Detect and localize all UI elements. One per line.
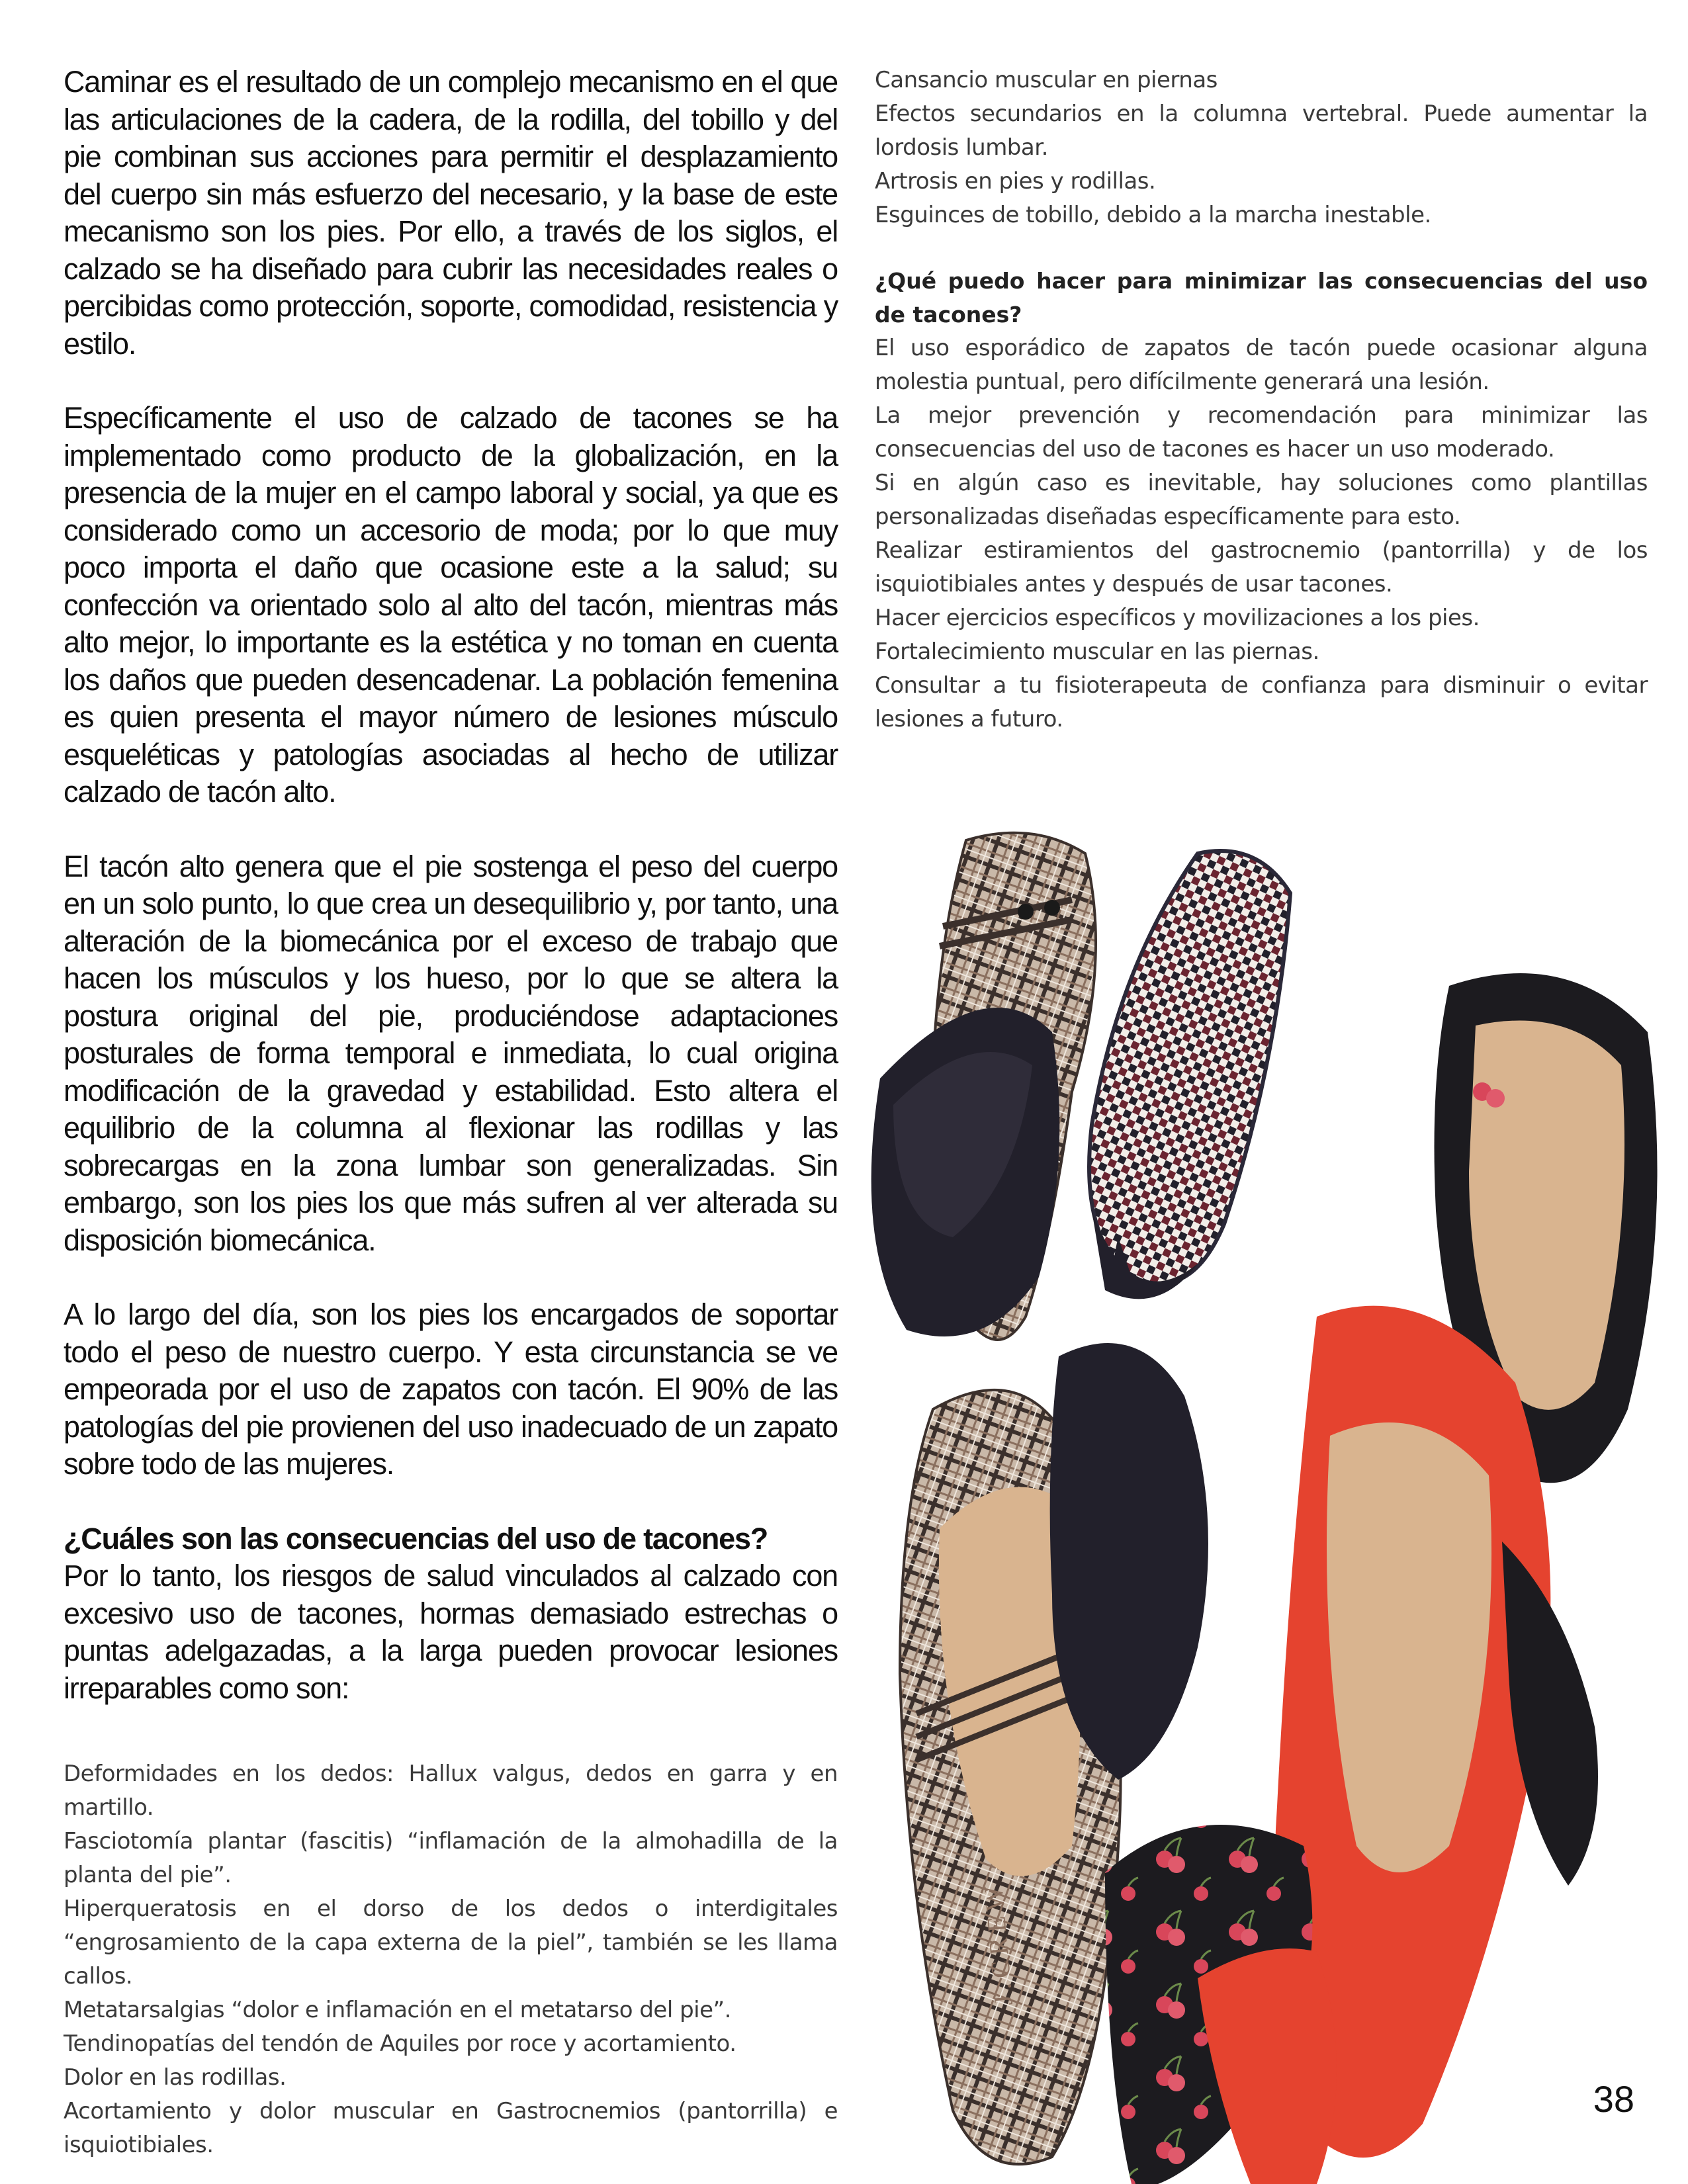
paragraph-daily-load: A lo largo del día, son los pies los encargados de soportar todo el peso de nuestro cuerpo. Y esta circunstancia se ve empeorada por el uso de zapatos con tacón. El 90% de las patologías del pie provienen del uso inadecuado de un zapato sobre todo de las mujeres.	[64, 1297, 838, 1481]
consequences-list	[64, 1757, 838, 2162]
right-column	[875, 64, 1648, 736]
list-item: Cansancio muscular en piernas	[875, 67, 1218, 93]
list-item: Dolor en las rodillas.	[64, 2064, 287, 2091]
consequences-heading: ¿Cuáles son las consecuencias del uso de tacones?	[64, 1521, 768, 1555]
list-item: Efectos secundarios en la columna vertebral. Puede aumentar la lordosis lumbar.	[875, 101, 1648, 161]
list-item: Hacer ejercicios específicos y movilizaciones a los pies.	[875, 605, 1480, 631]
list-item: Esguinces de tobillo, debido a la marcha inestable.	[875, 202, 1431, 228]
brand-label-bottom: J.CREW	[977, 1879, 1018, 2007]
list-item: Hiperqueratosis en el dorso de los dedos o interdigitales “engrosamiento de la capa externa de la piel”, también se les llama callos.	[64, 1896, 838, 1989]
list-item: Deformidades en los dedos: Hallux valgus, dedos en garra y en martillo.	[64, 1761, 838, 1821]
minimize-heading: ¿Qué puedo hacer para minimizar las consecuencias del uso de tacones?	[875, 268, 1648, 328]
left-column	[64, 64, 838, 2162]
list-item: Metatarsalgias “dolor e inflamación en el metatarso del pie”.	[64, 1997, 731, 2023]
houndstooth-flat	[1089, 851, 1290, 1299]
black-suede-flat	[871, 1008, 1060, 1336]
paragraph-biomechanics: El tacón alto genera que el pie sostenga el peso del cuerpo en un solo punto, lo que crea un desequilibrio y, por tanto, una alteración de la biomecánica por el exceso de trabajo que hacen los músculos y los hueso, por lo que se altera la postura original del pie, produciéndose adaptaciones posturales de forma temporal e inmediata, lo cual origina modificación de la gravedad y estabilidad. Esto altera el equilibrio de la columna al flexionar las rodillas y las sobrecargas en la zona lumbar son generalizadas. Sin embargo, son los pies los que más sufren al ver alterada su disposición biomecánica.	[64, 849, 838, 1257]
page-number: 38	[1593, 2078, 1634, 2120]
paragraph-walking: Caminar es el resultado de un complejo mecanismo en el que las articulaciones de la cadera, de la rodilla, del tobillo y del pie combinan sus acciones para permitir el desplazamiento del cuerpo sin más esfuerzo del necesario, y la base de este mecanismo son los pies. Por ello, a través de los siglos, el calzado se ha diseñado para cubrir las necesidades reales o percibidas como protección, soporte, comodidad, resistencia y estilo.	[64, 65, 838, 361]
list-item: Tendinopatías del tendón de Aquiles por roce y acortamiento.	[64, 2031, 736, 2057]
list-item: Si en algún caso es inevitable, hay soluciones como plantillas personalizadas diseñadas específicamente para esto.	[875, 470, 1648, 530]
list-item: Acortamiento y dolor muscular en Gastrocnemios (pantorrilla) e isquiotibiales.	[64, 2098, 838, 2158]
shoes-photo	[854, 814, 1688, 2184]
list-item: Consultar a tu fisioterapeuta de confianza para disminuir o evitar lesiones a futuro.	[875, 672, 1648, 732]
consequences-intro: Por lo tanto, los riesgos de salud vinculados al calzado con excesivo uso de tacones, hormas demasiado estrechas o puntas adelgazadas, a la larga pueden provocar lesiones irreparables como son:	[64, 1559, 838, 1705]
list-item: El uso esporádico de zapatos de tacón puede ocasionar alguna molestia puntual, pero difícilmente generará una lesión.	[875, 335, 1648, 395]
list-item: La mejor prevención y recomendación para minimizar las consecuencias del uso de tacones es hacer un uso moderado.	[875, 402, 1648, 462]
recommendations-list	[875, 331, 1648, 736]
black-suede-pointed-flat	[1050, 1343, 1208, 1780]
consequences-list-continued	[875, 64, 1648, 232]
list-item: Artrosis en pies y rodillas.	[875, 168, 1156, 195]
paragraph-heels-fashion: Específicamente el uso de calzado de tacones se ha implementado como producto de la globalización, en la presencia de la mujer en el campo laboral y social, ya que es considerado como un accesorio de moda; por lo que muy poco importa el daño que ocasione este a la salud; su confección va orientado solo al alto del tacón, mientras más alto mejor, lo importante es la estética y no toman en cuenta los daños que pueden desencadenar. La población femenina es quien presenta el mayor número de lesiones músculo esqueléticas y patologías asociadas al hecho de utilizar calzado de tacón alto.	[64, 401, 838, 808]
list-item: Fortalecimiento muscular en las piernas.	[875, 638, 1319, 665]
list-item: Fasciotomía plantar (fascitis) “inflamación de la almohadilla de la planta del pie”.	[64, 1828, 838, 1888]
cherry-print-flat-bottom	[1105, 1825, 1337, 2184]
shoes-illustration	[854, 814, 1688, 2184]
list-item: Realizar estiramientos del gastrocnemio (pantorrilla) y de los isquiotibiales antes y después de usar tacones.	[875, 537, 1648, 597]
